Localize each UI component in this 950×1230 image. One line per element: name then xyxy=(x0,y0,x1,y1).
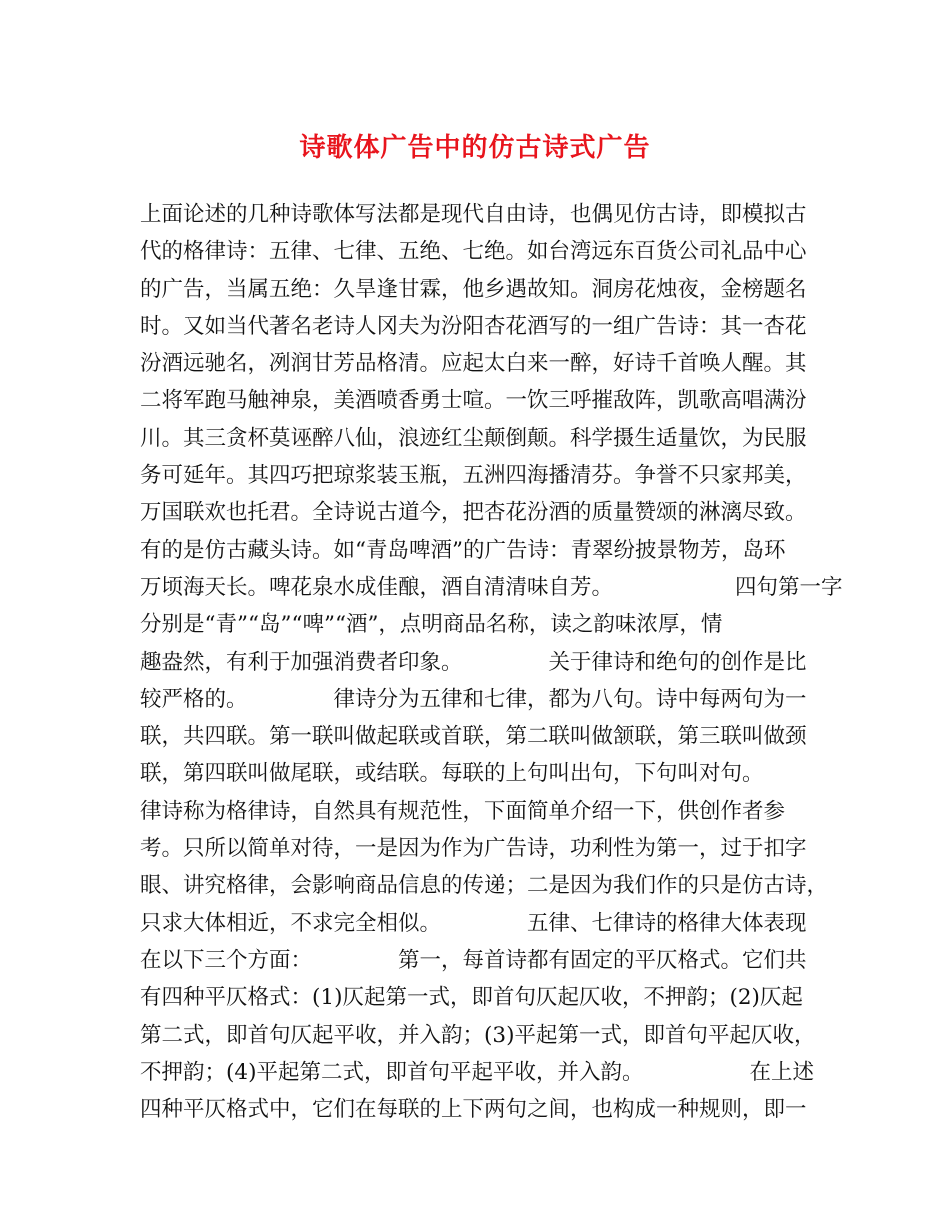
body-line-text: 律诗称为格律诗，自然具有规范性，下面简单介绍一下，供创作者参 xyxy=(140,798,786,824)
body-line-text: 代的格律诗：五律、七律、五绝、七绝。如台湾远东百货公司礼品中心 xyxy=(140,239,807,265)
body-line-tail: 律诗分为五律和七律，都为八句。诗中每两句为一 xyxy=(333,686,807,712)
body-line xyxy=(140,345,820,382)
body-line-text: 有四种平仄格式：(1)仄起第一式，即首句仄起仄收，不押韵；(2)仄起 xyxy=(140,985,803,1011)
body-line-text: 四种平仄格式中，它们在每联的上下两句之间，也构成一种规则，即一 xyxy=(140,1097,807,1123)
body-line-text: 在以下三个方面： xyxy=(140,947,313,973)
body-line xyxy=(140,457,820,494)
body-line xyxy=(140,755,820,792)
body-line-text: 较严格的。 xyxy=(140,686,248,712)
body-line-tail: 关于律诗和绝句的创作是比 xyxy=(548,649,807,675)
body-line xyxy=(140,867,829,904)
body-line-text: 万顷海天长。啤花泉水成佳酿，酒自清清味自芳。 xyxy=(140,574,614,600)
body-line-text: 分别是“青”“岛”“啤”“酒”，点明商品名称，读之韵味浓厚，情 xyxy=(140,612,723,638)
body-line xyxy=(140,942,820,979)
body-line-text: 考。只所以简单对待，一是因为作为广告诗，功利性为第一，过于扣字 xyxy=(140,836,807,862)
body-line-text: 眼、讲究格律，会影响商品信息的传递；二是因为我们作的只是仿古诗， xyxy=(140,873,829,899)
body-line xyxy=(140,196,820,233)
body-line xyxy=(140,1017,820,1054)
body-line xyxy=(140,1054,820,1091)
body-line xyxy=(140,905,820,942)
body-line-tail: 四句第一字 xyxy=(735,574,843,600)
document-body xyxy=(140,196,843,1128)
body-line xyxy=(140,420,820,457)
body-line-text: 不押韵；(4)平起第二式，即首句平起平收，并入韵。 xyxy=(140,1059,644,1085)
body-line xyxy=(140,532,820,569)
body-line xyxy=(140,569,843,606)
body-line xyxy=(140,308,820,345)
body-line xyxy=(140,494,820,531)
body-line xyxy=(140,681,820,718)
body-line-text: 只求大体相近，不求完全相似。 xyxy=(140,910,442,936)
body-line-text: 务可延年。其四巧把琼浆装玉瓶，五洲四海播清芬。争誉不只家邦美， xyxy=(140,463,807,489)
body-line-tail: 五律、七律诗的格律大体表现 xyxy=(527,910,807,936)
body-line-text: 川。其三贪杯莫诬醉八仙，浪迹红尘颠倒颠。科学摄生适量饮，为民服 xyxy=(140,425,807,451)
body-line xyxy=(140,382,820,419)
document-title: 诗歌体广告中的仿古诗式广告 xyxy=(299,133,651,163)
body-line xyxy=(140,1091,820,1128)
body-line xyxy=(140,606,820,643)
body-line xyxy=(140,644,820,681)
body-line-text: 汾酒远驰名，冽润甘芳品格清。应起太白来一醉，好诗千首唤人醒。其 xyxy=(140,351,807,377)
body-line-text: 时。又如当代著名老诗人冈夫为汾阳杏花酒写的一组广告诗：其一杏花 xyxy=(140,313,807,339)
body-line-text: 万国联欢也托君。全诗说古道今，把杏花汾酒的质量赞颂的淋漓尽致。 xyxy=(140,500,807,526)
body-line-text: 趣盎然，有利于加强消费者印象。 xyxy=(140,649,463,675)
body-line-tail: 在上述 xyxy=(749,1059,814,1085)
body-line-text: 上面论述的几种诗歌体写法都是现代自由诗，也偶见仿古诗，即模拟古 xyxy=(140,202,807,227)
body-line-text: 联，第四联叫做尾联，或结联。每联的上句叫出句，下句叫对句。 xyxy=(140,761,764,787)
body-line xyxy=(140,979,820,1016)
body-line xyxy=(140,271,820,308)
body-line-text: 第二式，即首句仄起平收，并入韵；(3)平起第一式，即首句平起仄收， xyxy=(140,1022,816,1048)
body-line xyxy=(140,233,820,270)
body-line xyxy=(140,718,820,755)
body-line-text: 的广告，当属五绝：久旱逢甘霖，他乡遇故知。洞房花烛夜，金榜题名 xyxy=(140,276,807,302)
body-line xyxy=(140,793,820,830)
body-line xyxy=(140,830,820,867)
body-line-text: 二将军跑马触神泉，美酒喷香勇士喧。一饮三呼摧敌阵，凯歌高唱满汾 xyxy=(140,388,807,414)
body-line-text: 有的是仿古藏头诗。如“青岛啤酒”的广告诗：青翠纷披景物芳，岛环 xyxy=(140,537,786,563)
body-line-text: 联，共四联。第一联叫做起联或首联，第二联叫做颔联，第三联叫做颈 xyxy=(140,724,807,750)
body-line-tail: 第一，每首诗都有固定的平仄格式。它们共 xyxy=(398,947,807,973)
